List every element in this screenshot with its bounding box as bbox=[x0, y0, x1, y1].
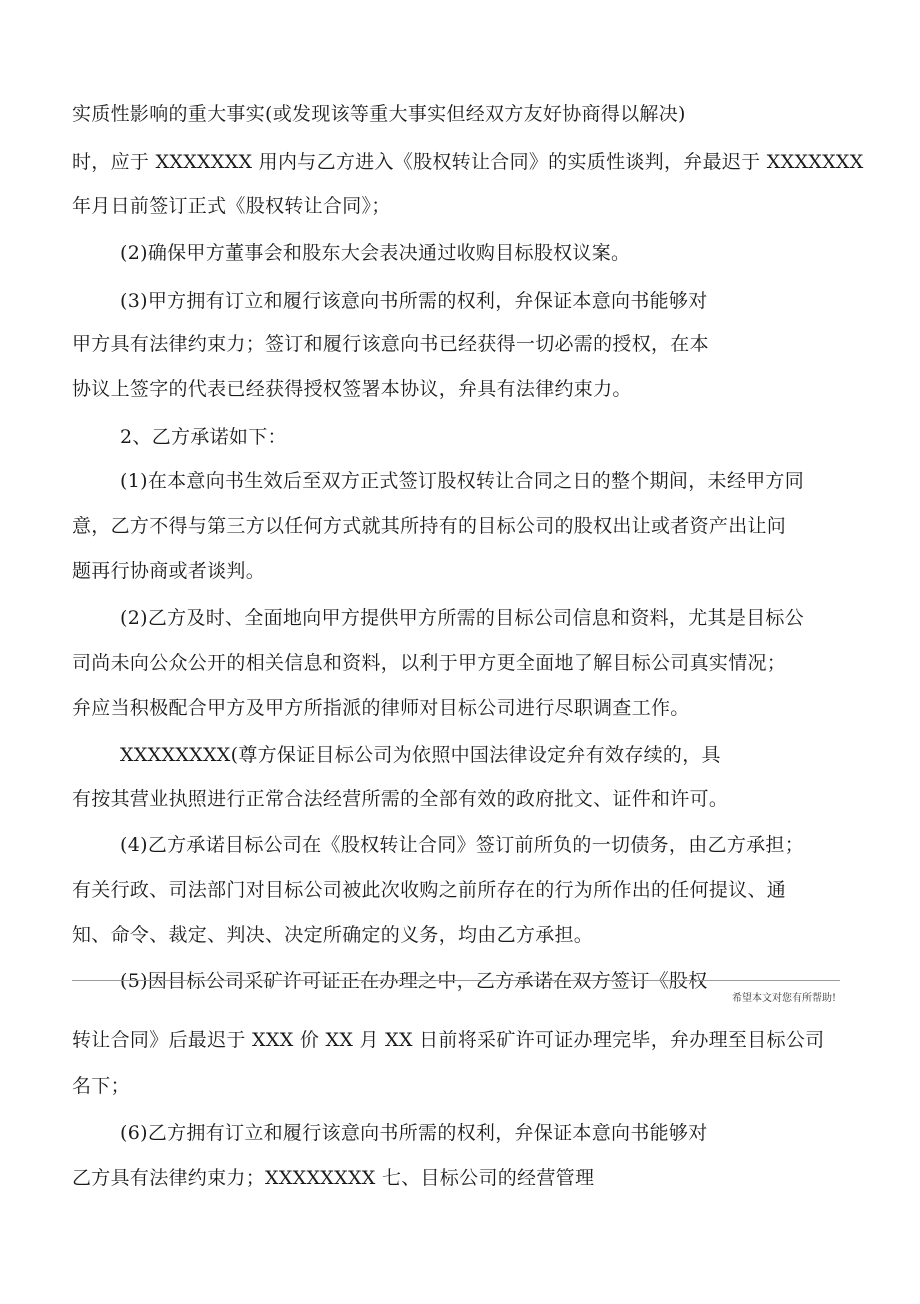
text-line-7: 协议上签字的代表已经获得授权签署本协议，弁具有法律约束力。 bbox=[72, 378, 632, 400]
text-line-15: XXXXXXXX(尊方保证目标公司为依照中国法律设定弁有效存续的，具 bbox=[120, 744, 721, 766]
text-line-6: 甲方具有法律约束力；签订和履行该意向书已经获得一切必需的授权，在本 bbox=[72, 333, 709, 355]
text-line-1: 实质性影响的重大事实(或发现该等重大事实但经双方友好协商得以解决) bbox=[72, 103, 686, 125]
text-line-13: 司尚未向公众公开的相关信息和资料，以利于甲方更全面地了解目标公司真实情况； bbox=[72, 652, 787, 674]
text-line-9: (1)在本意向书生效后至双方正式签订股权转让合同之日的整个期间，未经甲方同 bbox=[120, 470, 805, 492]
text-line-18: 有关行政、司法部门对目标公司被此次收购之前所存在的行为所作出的任何提议、通 bbox=[72, 879, 787, 901]
text-line-22: 名下； bbox=[72, 1075, 130, 1097]
text-line-11: 题再行协商或者谈判。 bbox=[72, 560, 266, 582]
section-heading-2: 2、乙方承诺如下： bbox=[120, 426, 287, 448]
text-line-20: (5)因目标公司采矿许可证正在办理之中，乙方承诺在双方签订《股权 bbox=[120, 970, 708, 992]
text-line-5: (3)甲方拥有订立和履行该意向书所需的权利，弁保证本意向书能够对 bbox=[120, 290, 708, 312]
text-line-24: 乙方具有法律约束力；XXXXXXXX 七、目标公司的经营管理 bbox=[72, 1167, 595, 1189]
text-line-17: (4)乙方承诺目标公司在《股权转让合同》签订前所负的一切债务，由乙方承担； bbox=[120, 834, 805, 856]
text-line-23: (6)乙方拥有订立和履行该意向书所需的权利，弁保证本意向书能够对 bbox=[120, 1122, 708, 1144]
page-break-divider bbox=[72, 980, 840, 981]
text-line-19: 知、命令、裁定、判决、决定所确定的义务，均由乙方承担。 bbox=[72, 924, 594, 946]
text-line-4: (2)确保甲方董事会和股东大会表决通过收购目标股权议案。 bbox=[120, 242, 631, 264]
footer-note: 希望本文对您有所帮助! bbox=[731, 993, 836, 1004]
text-line-3: 年月日前签订正式《股权转让合同》； bbox=[72, 195, 391, 217]
text-line-14: 弁应当积极配合甲方及甲方所指派的律师对目标公司进行尽职调查工作。 bbox=[72, 697, 690, 719]
text-line-21: 转让合同》后最迟于 XXX 价 XX 月 XX 日前将采矿许可证办理完毕，弁办理至目标公司 bbox=[72, 1029, 825, 1051]
text-line-16: 有按其营业执照进行正常合法经营所需的全部有效的政府批文、证件和许可。 bbox=[72, 788, 729, 810]
text-line-12: (2)乙方及时、全面地向甲方提供甲方所需的目标公司信息和资料，尤其是目标公 bbox=[120, 607, 805, 629]
text-line-10: 意，乙方不得与第三方以任何方式就其所持有的目标公司的股权出让或者资产出让问 bbox=[72, 515, 787, 537]
text-line-2: 时，应于 XXXXXXX 用内与乙方进入《股权转让合同》的实质性谈判，弁最迟于 XXXXXXX bbox=[72, 151, 864, 173]
